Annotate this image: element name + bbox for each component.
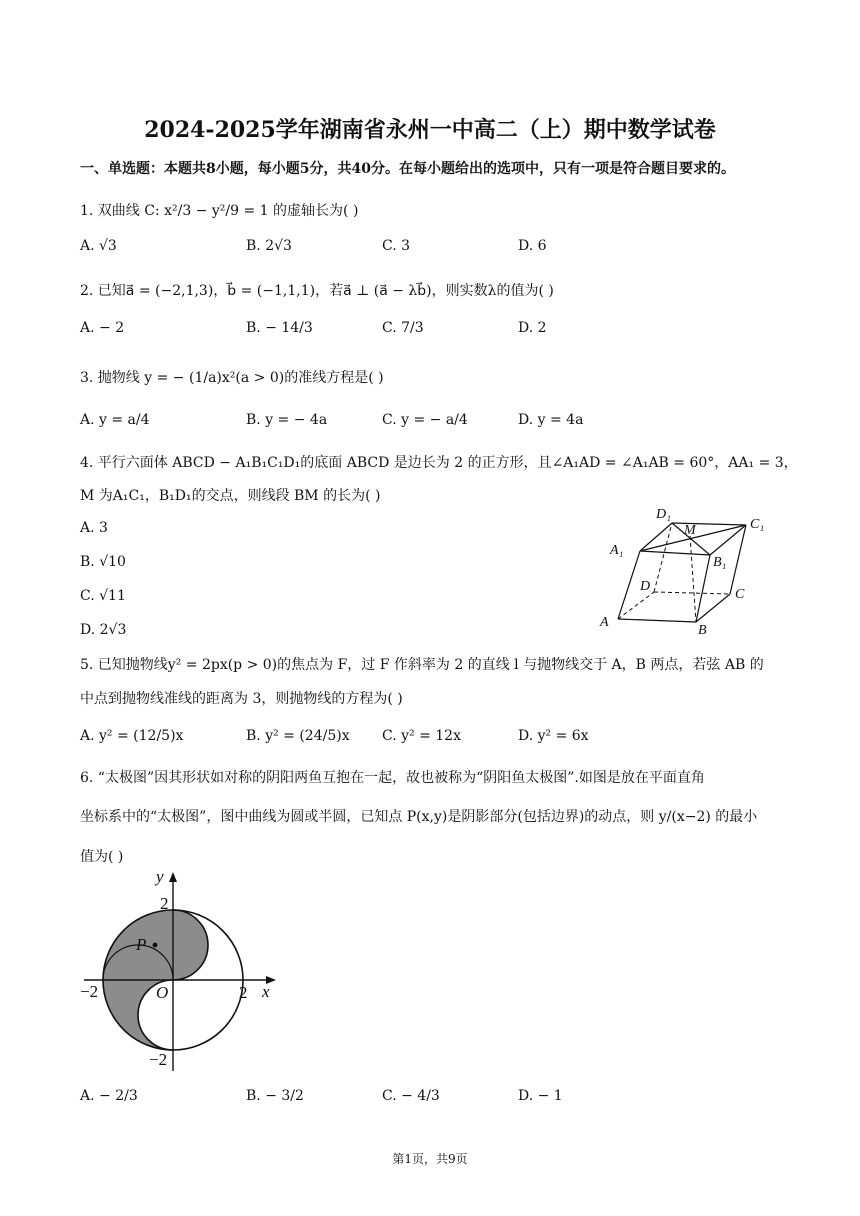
question-6-stem-line2: 坐标系中的“太极图”，图中曲线为圆或半圆，已知点 P(x,y)是阴影部分(包括边界)的动点，则 y/(x−2) 的最小 (80, 809, 758, 825)
origin-label: O (156, 983, 169, 1002)
q3-option-d: D. y = 4a (518, 412, 584, 428)
question-1-stem: 1. 双曲线 C: x²/3 − y²/9 = 1 的虚轴长为( ) (80, 203, 359, 219)
q2-option-b: B. − 14/3 (246, 320, 313, 336)
tick-y-neg2: −2 (149, 1050, 168, 1069)
label-d1: D₁ (656, 507, 671, 522)
q5-option-a: A. y² = (12/5)x (80, 728, 184, 744)
label-b: B (698, 623, 707, 638)
q5-option-b: B. y² = (24/5)x (246, 728, 350, 744)
question-4-stem-line2: M 为A₁C₁，B₁D₁的交点，则线段 BM 的长为( ) (80, 488, 381, 504)
q4-option-c: C. √11 (80, 588, 126, 604)
question-6-stem-line1: 6. “太极图”因其形状如对称的阴阳两鱼互抱在一起，故也被称为“阴阳鱼太极图”.如图是放在平面直角 (80, 770, 705, 786)
q6-option-a: A. − 2/3 (80, 1088, 138, 1104)
point-p-label: P (136, 935, 147, 954)
page-footer: 第1页，共9页 (392, 1152, 468, 1166)
q6-option-c: C. − 4/3 (382, 1088, 440, 1104)
q2-option-d: D. 2 (518, 320, 547, 336)
axis-y-label: y (156, 867, 164, 886)
q1-option-d: D. 6 (518, 238, 547, 254)
question-4-stem-line1: 4. 平行六面体 ABCD − A₁B₁C₁D₁的底面 ABCD 是边长为 2 的正方形，且∠A₁AD = ∠A₁AB = 60°，AA₁ = 3， (80, 455, 798, 471)
page-title: 2024-2025学年湖南省永州一中高二（上）期中数学试卷 (144, 117, 716, 143)
tick-x-neg2: −2 (80, 982, 99, 1001)
q2-option-a: A. − 2 (80, 320, 125, 336)
tick-x-2: 2 (239, 983, 248, 1002)
q6-option-b: B. − 3/2 (246, 1088, 304, 1104)
q4-option-d: D. 2√3 (80, 622, 127, 638)
axis-x-label: x (262, 982, 270, 1001)
q1-option-a: A. √3 (80, 238, 117, 254)
q3-option-c: C. y = − a/4 (382, 412, 468, 428)
tick-y-2: 2 (160, 894, 169, 913)
question-3-stem: 3. 抛物线 y = − (1/a)x²(a > 0)的准线方程是( ) (80, 370, 384, 386)
question-5-stem-line2: 中点到抛物线准线的距离为 3，则抛物线的方程为( ) (80, 691, 403, 707)
q1-option-c: C. 3 (382, 238, 411, 254)
section-heading: 一、单选题：本题共8小题，每小题5分，共40分。在每小题给出的选项中，只有一项是符合题目要求的。 (80, 161, 735, 177)
q5-option-c: C. y² = 12x (382, 728, 461, 744)
label-b1: B₁ (713, 555, 727, 570)
label-a: A (600, 615, 609, 630)
parallelepiped-figure (598, 500, 778, 640)
q4-option-a: A. 3 (80, 520, 108, 536)
label-d: D (640, 579, 651, 594)
q3-option-b: B. y = − 4a (246, 412, 328, 428)
label-a1: A₁ (610, 543, 624, 558)
question-2-stem: 2. 已知a⃗ = (−2,1,3)，b⃗ = (−1,1,1)，若a⃗ ⊥ (a⃗ − λb⃗)，则实数λ的值为( ) (80, 283, 554, 299)
label-m: M (684, 523, 696, 538)
q4-option-b: B. √10 (80, 554, 126, 570)
q6-option-d: D. − 1 (518, 1088, 563, 1104)
q1-option-b: B. 2√3 (246, 238, 292, 254)
label-c1: C₁ (750, 517, 765, 532)
q2-option-c: C. 7/3 (382, 320, 424, 336)
taiji-figure (76, 866, 286, 1076)
question-5-stem-line1: 5. 已知抛物线y² = 2px(p > 0)的焦点为 F，过 F 作斜率为 2 的直线 l 与抛物线交于 A，B 两点，若弦 AB 的 (80, 657, 764, 673)
q5-option-d: D. y² = 6x (518, 728, 589, 744)
label-c: C (735, 587, 745, 602)
question-6-stem-line3: 值为( ) (80, 849, 124, 865)
q3-option-a: A. y = a/4 (80, 412, 150, 428)
